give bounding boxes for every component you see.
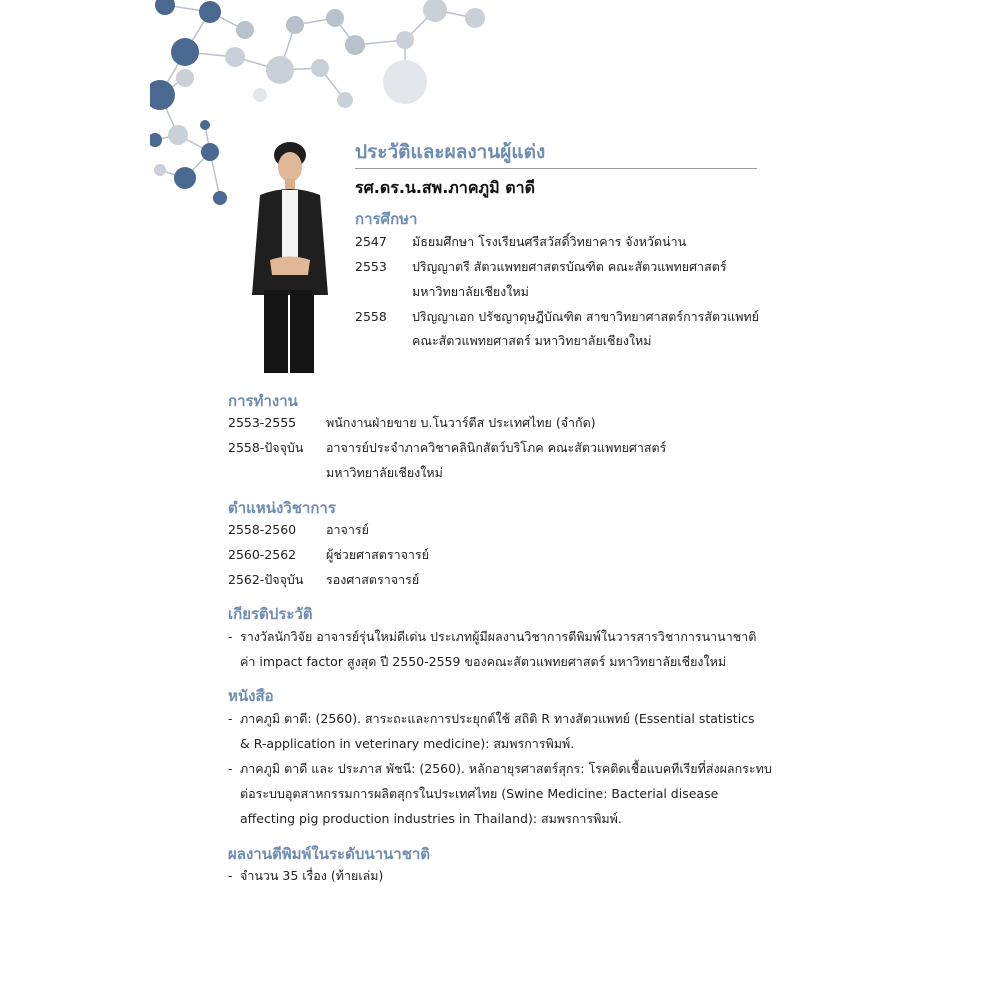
academic-period: 2562-ปัจจุบัน [228,572,304,587]
publications-heading: ผลงานตีพิมพ์ในระดับนานาชาติ [228,845,431,863]
education-year: 2553 [355,259,387,274]
academic-title: อาจารย์ [326,522,369,537]
book-item: ต่อระบบอุตสาหกรรมการผลิตสุกรในประเทศไทย (Swine Medicine: Bacterial disease [240,786,719,801]
work-detail: อาจารย์ประจำภาควิชาคลินิกสัตว์บริโภค คณะสัตวแพทยศาสตร์ [326,440,667,455]
work-detail: มหาวิทยาลัยเชียงใหม่ [326,465,443,480]
bullet-dash: - [228,761,233,776]
work-period: 2553-2555 [228,415,297,430]
bullet-dash: - [228,711,233,726]
education-detail: มหาวิทยาลัยเชียงใหม่ [412,284,529,299]
honors-heading: เกียรติประวัติ [228,605,313,623]
education-detail: ปริญญาเอก ปรัชญาดุษฎีบัณฑิต สาขาวิทยาศาสตร์การสัตวแพทย์ [412,309,759,324]
work-period: 2558-ปัจจุบัน [228,440,304,455]
education-heading: การศึกษา [355,210,418,228]
academic-period: 2558-2560 [228,522,297,537]
education-detail: คณะสัตวแพทยศาสตร์ มหาวิทยาลัยเชียงใหม่ [412,333,652,348]
title-divider [355,168,757,169]
work-detail: พนักงานฝ่ายขาย บ.โนวาร์ตีส ประเทศไทย (จำกัด) [326,415,596,430]
academic-title: รองศาสตราจารย์ [326,572,420,587]
book-item: ภาคภูมิ ตาดี และ ประภาส พัชนี: (2560). หลักอายุรศาสตร์สุกร: โรคติดเชื้อแบคทีเรียที่ส่งผลกระทบ [240,761,772,776]
education-year: 2547 [355,234,387,249]
education-detail: มัธยมศึกษา โรงเรียนศรีสวัสดิ์วิทยาคาร จังหวัดน่าน [412,234,687,249]
work-heading: การทำงาน [228,392,298,410]
academic-period: 2560-2562 [228,547,297,562]
book-item: ภาคภูมิ ตาดี: (2560). สาระถะและการประยุกต์ใช้ สถิติ R ทางสัตวแพทย์ (Essential statistics [240,711,755,726]
page [150,0,850,1000]
academic-title: ผู้ช่วยศาสตราจารย์ [326,547,429,562]
author-name: รศ.ดร.น.สพ.ภาคภูมิ ตาดี [355,178,535,197]
honors-item: ค่า impact factor สูงสุด ปี 2550-2559 ของคณะสัตวแพทยศาสตร์ มหาวิทยาลัยเชียงใหม่ [240,654,727,669]
page-title: ประวัติและผลงานผู้แต่ง [355,141,546,163]
bullet-dash: - [228,629,233,644]
publications-item: จำนวน 35 เรื่อง (ท้ายเล่ม) [240,868,384,883]
author-photo [230,135,338,373]
book-item: affecting pig production industries in Thailand): สมพรการพิมพ์. [240,811,622,826]
books-heading: หนังสือ [228,687,274,705]
book-item: & R-application in veterinary medicine): สมพรการพิมพ์. [240,736,575,751]
honors-item: รางวัลนักวิจัย อาจารย์รุ่นใหม่ดีเด่น ประเภทผู้มีผลงานวิชาการตีพิมพ์ในวารสารวิชาการนานาชาติ [240,629,757,644]
bullet-dash: - [228,868,233,883]
education-detail: ปริญญาตรี สัตวแพทยศาสตรบัณฑิต คณะสัตวแพทยศาสตร์ [412,259,727,274]
education-year: 2558 [355,309,387,324]
academic-heading: ตำแหน่งวิชาการ [228,499,336,517]
